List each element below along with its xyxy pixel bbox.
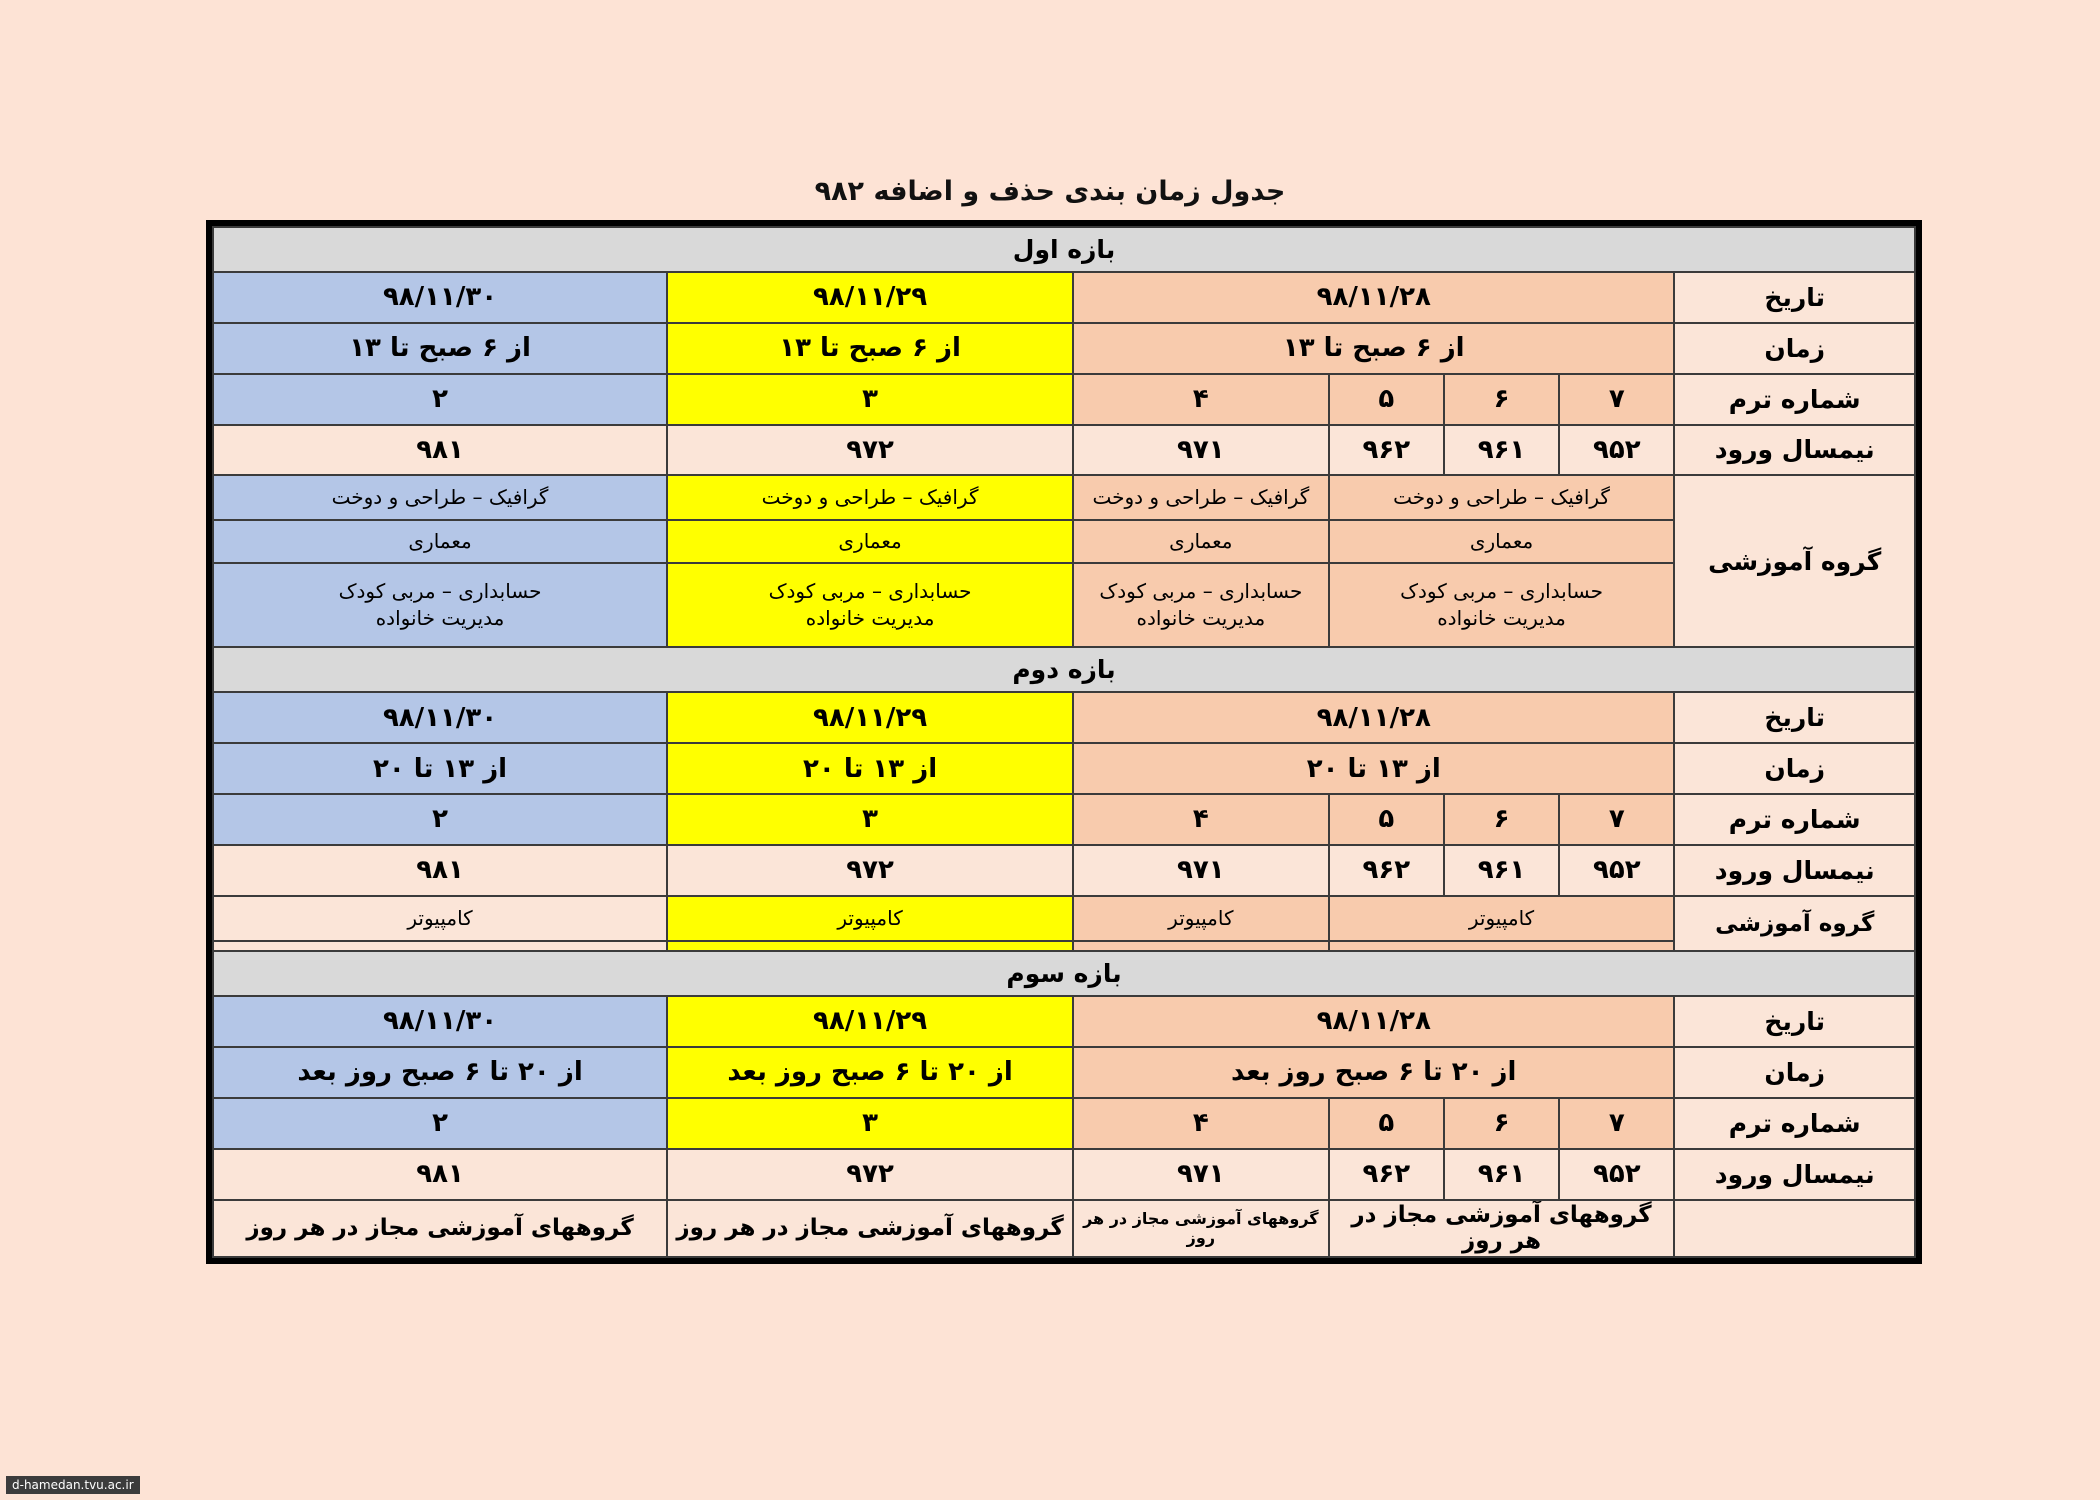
period-3-header: بازه سوم (213, 951, 1915, 996)
entry-cell: ۹۸۱ (213, 845, 667, 896)
time-cell: از ۲۰ تا ۶ صبح روز بعد (213, 1047, 667, 1098)
entry-cell: ۹۵۲ (1559, 1149, 1674, 1200)
entry-cell: ۹۶۲ (1329, 1149, 1444, 1200)
group-computer: کامپیوتر (667, 896, 1073, 941)
watermark: d-hamedan.tvu.ac.ir (6, 1476, 140, 1494)
entry-cell: ۹۶۱ (1444, 845, 1559, 896)
group-computer: کامپیوتر (213, 896, 667, 941)
group-accounting-family (1329, 563, 1675, 648)
group-accounting: حسابداری – مربی کودک (768, 579, 972, 603)
term-cell: ۶ (1444, 794, 1559, 845)
group-computer: کامپیوتر (1073, 896, 1329, 941)
group-accounting-family (213, 563, 667, 648)
entry-cell: ۹۷۲ (667, 845, 1073, 896)
group-accounting: حسابداری – مربی کودک (1099, 579, 1303, 603)
time-cell: از ۶ صبح تا ۱۳ (213, 323, 667, 374)
entry-cell: ۹۵۲ (1559, 845, 1674, 896)
row-label-date: تاریخ (1674, 692, 1915, 743)
time-cell: از ۲۰ تا ۶ صبح روز بعد (667, 1047, 1073, 1098)
row-label-time: زمان (1674, 743, 1915, 794)
row-label-group: گروه آموزشی (1674, 896, 1915, 951)
group-accounting-family (1073, 563, 1329, 648)
empty-label-cell (1674, 1200, 1915, 1257)
period-1-header: بازه اول (213, 227, 1915, 272)
date-cell: ۹۸/۱۱/۳۰ (213, 272, 667, 323)
date-cell: ۹۸/۱۱/۲۸ (1073, 996, 1674, 1047)
group-computer: کامپیوتر (1329, 896, 1675, 941)
row-label-time: زمان (1674, 1047, 1915, 1098)
group-architecture: معماری (1329, 520, 1675, 562)
group-accounting-family (667, 563, 1073, 648)
row-label-term: شماره ترم (1674, 374, 1915, 425)
time-cell: از ۶ صبح تا ۱۳ (667, 323, 1073, 374)
group-architecture: معماری (1073, 520, 1329, 562)
date-cell: ۹۸/۱۱/۲۹ (667, 692, 1073, 743)
group-graphic: گرافیک – طراحی و دوخت (1073, 475, 1329, 520)
term-cell: ۴ (1073, 374, 1329, 425)
entry-cell: ۹۷۲ (667, 425, 1073, 476)
group-accounting: حسابداری – مربی کودک (338, 579, 542, 603)
allowed-groups-cell: گروههای آموزشی مجاز در هر روز (667, 1200, 1073, 1257)
group-graphic: گرافیک – طراحی و دوخت (667, 475, 1073, 520)
row-label-term: شماره ترم (1674, 794, 1915, 845)
term-cell: ۷ (1559, 1098, 1674, 1149)
entry-cell: ۹۷۲ (667, 1149, 1073, 1200)
entry-cell: ۹۶۲ (1329, 425, 1444, 476)
term-cell: ۲ (213, 794, 667, 845)
group-architecture: معماری (667, 520, 1073, 562)
date-cell: ۹۸/۱۱/۲۹ (667, 996, 1073, 1047)
entry-cell: ۹۶۱ (1444, 1149, 1559, 1200)
term-cell: ۶ (1444, 1098, 1559, 1149)
entry-cell: ۹۷۱ (1073, 1149, 1329, 1200)
term-cell: ۷ (1559, 374, 1674, 425)
group-accounting: حسابداری – مربی کودک (1400, 579, 1604, 603)
entry-cell: ۹۵۲ (1559, 425, 1674, 476)
time-cell: از ۱۳ تا ۲۰ (667, 743, 1073, 794)
term-cell: ۶ (1444, 374, 1559, 425)
term-cell: ۳ (667, 794, 1073, 845)
row-label-entry: نیمسال ورود (1674, 1149, 1915, 1200)
entry-cell: ۹۷۱ (1073, 425, 1329, 476)
time-cell: از ۶ صبح تا ۱۳ (1073, 323, 1674, 374)
term-cell: ۵ (1329, 374, 1444, 425)
entry-cell: ۹۷۱ (1073, 845, 1329, 896)
group-architecture: معماری (213, 520, 667, 562)
term-cell: ۵ (1329, 794, 1444, 845)
group-family: مدیریت خانواده (1136, 606, 1266, 630)
row-label-time: زمان (1674, 323, 1915, 374)
row-label-group: گروه آموزشی (1674, 475, 1915, 647)
date-cell: ۹۸/۱۱/۲۹ (667, 272, 1073, 323)
date-cell: ۹۸/۱۱/۲۸ (1073, 272, 1674, 323)
row-label-entry: نیمسال ورود (1674, 425, 1915, 476)
term-cell: ۲ (213, 1098, 667, 1149)
row-label-entry: نیمسال ورود (1674, 845, 1915, 896)
group-graphic: گرافیک – طراحی و دوخت (213, 475, 667, 520)
date-cell: ۹۸/۱۱/۳۰ (213, 996, 667, 1047)
entry-cell: ۹۸۱ (213, 1149, 667, 1200)
period-2-header: بازه دوم (213, 647, 1915, 692)
term-cell: ۷ (1559, 794, 1674, 845)
time-cell: از ۱۳ تا ۲۰ (1073, 743, 1674, 794)
group-family: مدیریت خانواده (375, 606, 505, 630)
entry-cell: ۹۶۲ (1329, 845, 1444, 896)
schedule-table (206, 220, 1922, 1264)
term-cell: ۲ (213, 374, 667, 425)
allowed-groups-cell: گروههای آموزشی مجاز در هر روز (1073, 1200, 1329, 1257)
spacer-cell (1329, 941, 1675, 952)
term-cell: ۳ (667, 1098, 1073, 1149)
group-graphic: گرافیک – طراحی و دوخت (1329, 475, 1675, 520)
entry-cell: ۹۶۱ (1444, 425, 1559, 476)
entry-cell: ۹۸۱ (213, 425, 667, 476)
date-cell: ۹۸/۱۱/۳۰ (213, 692, 667, 743)
date-cell: ۹۸/۱۱/۲۸ (1073, 692, 1674, 743)
allowed-groups-cell: گروههای آموزشی مجاز در هر روز (1329, 1200, 1675, 1257)
row-label-term: شماره ترم (1674, 1098, 1915, 1149)
row-label-date: تاریخ (1674, 272, 1915, 323)
group-family: مدیریت خانواده (805, 606, 935, 630)
spacer-cell (213, 941, 667, 952)
allowed-groups-cell: گروههای آموزشی مجاز در هر روز (213, 1200, 667, 1257)
time-cell: از ۱۳ تا ۲۰ (213, 743, 667, 794)
term-cell: ۴ (1073, 794, 1329, 845)
spacer-cell (1073, 941, 1329, 952)
spacer-cell (667, 941, 1073, 952)
group-family: مدیریت خانواده (1437, 606, 1566, 630)
term-cell: ۳ (667, 374, 1073, 425)
time-cell: از ۲۰ تا ۶ صبح روز بعد (1073, 1047, 1674, 1098)
term-cell: ۴ (1073, 1098, 1329, 1149)
term-cell: ۵ (1329, 1098, 1444, 1149)
page-title: جدول زمان بندی حذف و اضافه ۹۸۲ (814, 176, 1286, 207)
row-label-date: تاریخ (1674, 996, 1915, 1047)
